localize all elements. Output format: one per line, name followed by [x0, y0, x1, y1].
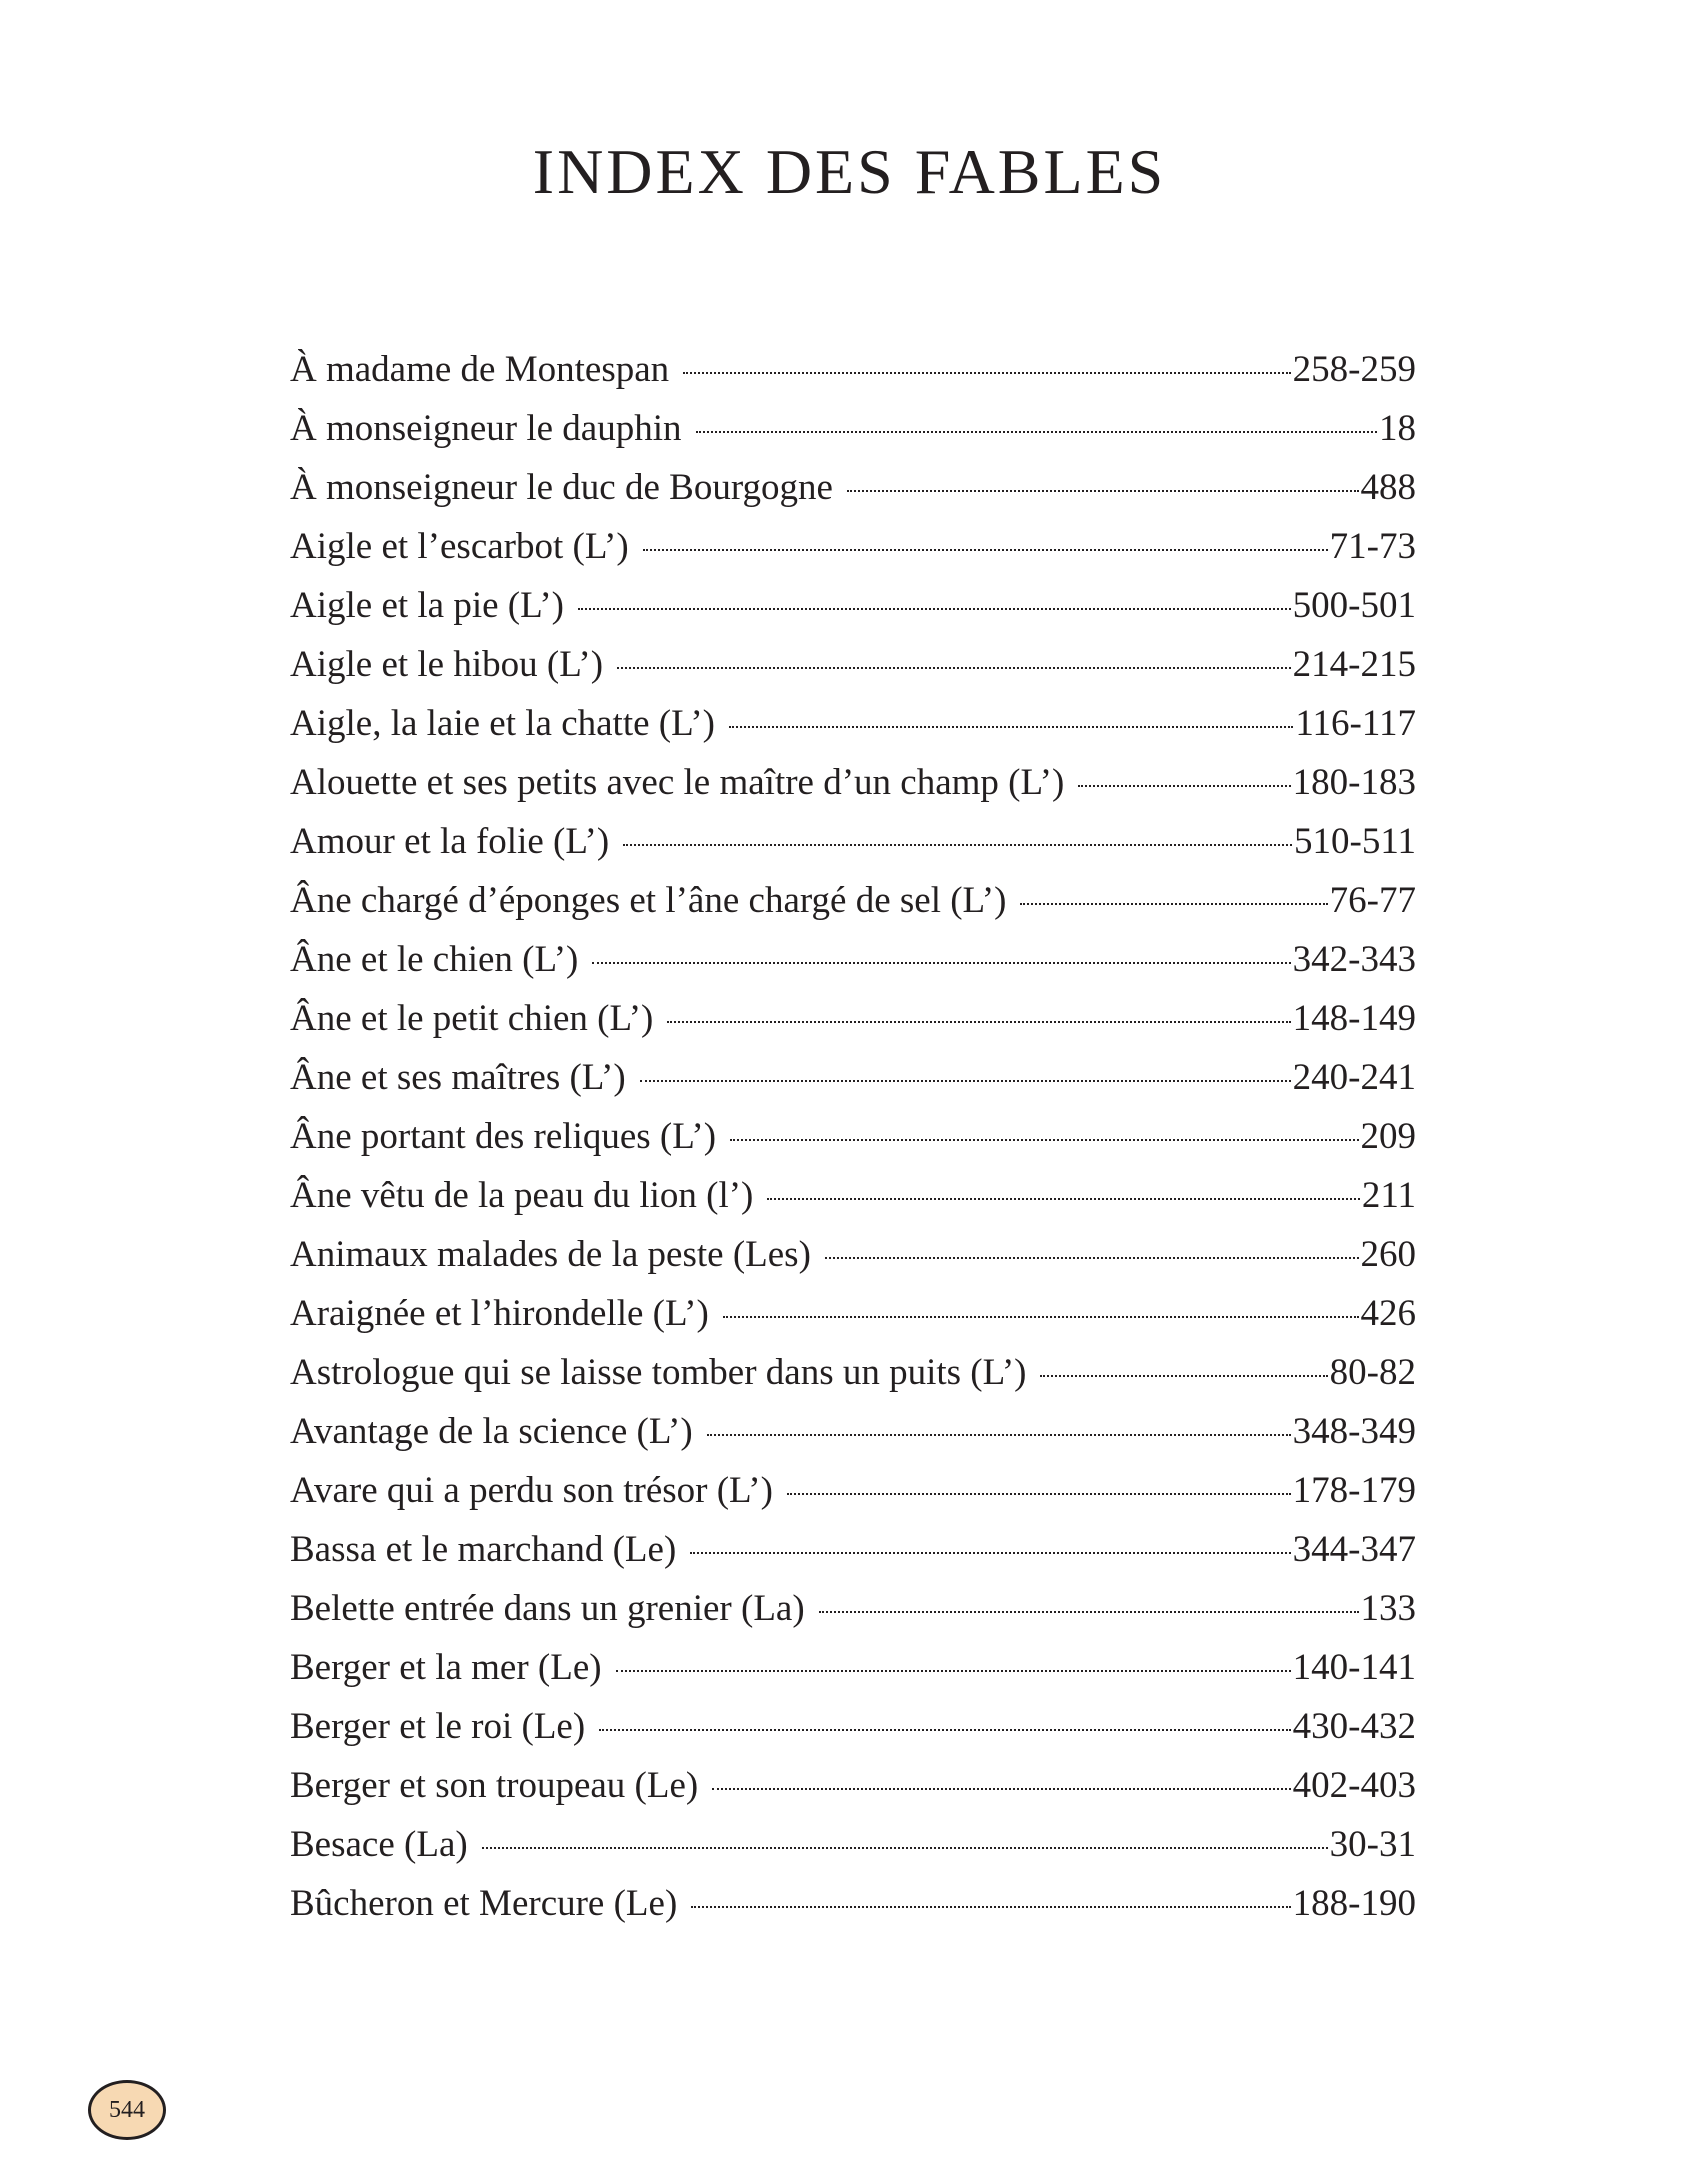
index-entry [290, 576, 1416, 635]
dot-leader [643, 549, 1328, 551]
dot-leader [1078, 785, 1290, 787]
dot-leader [1040, 1375, 1327, 1377]
index-entry [290, 399, 1416, 458]
page-title: INDEX DES FABLES [532, 136, 1167, 207]
dot-leader [578, 608, 1291, 610]
entry-title: Âne chargé d’éponges et l’âne chargé de sel (L’) [290, 880, 1007, 921]
index-entry [290, 1284, 1416, 1343]
index-entry [290, 930, 1416, 989]
dot-leader [691, 1906, 1290, 1908]
dot-leader [730, 1139, 1358, 1141]
index-entry [290, 1461, 1416, 1520]
index-entry [290, 1225, 1416, 1284]
index-entry [290, 340, 1416, 399]
index-entry [290, 1343, 1416, 1402]
entry-title: Berger et son troupeau (Le) [290, 1765, 699, 1806]
entry-title: Âne portant des reliques (L’) [290, 1116, 717, 1157]
entry-title: Avare qui a perdu son trésor (L’) [290, 1470, 773, 1511]
index-entry [290, 1815, 1416, 1874]
index-entry [290, 635, 1416, 694]
entry-pages: 148-149 [1292, 998, 1416, 1039]
entry-title: Besace (La) [290, 1824, 468, 1865]
entry-title: Bassa et le marchand (Le) [290, 1529, 677, 1570]
entry-pages: 209 [1360, 1116, 1416, 1157]
entry-title: Aigle et le hibou (L’) [290, 644, 604, 685]
entry-title: Berger et le roi (Le) [290, 1706, 586, 1747]
dot-leader [592, 962, 1290, 964]
entry-pages: 133 [1360, 1588, 1416, 1629]
dot-leader [667, 1021, 1290, 1023]
dot-leader [767, 1198, 1359, 1200]
index-entry [290, 1874, 1416, 1933]
entry-pages: 211 [1361, 1175, 1416, 1216]
entry-title: Amour et la folie (L’) [290, 821, 610, 862]
index-entry [290, 458, 1416, 517]
index-entry [290, 812, 1416, 871]
entry-pages: 260 [1360, 1234, 1416, 1275]
entry-title: Avantage de la science (L’) [290, 1411, 693, 1452]
entry-pages: 140-141 [1292, 1647, 1416, 1688]
dot-leader [729, 726, 1293, 728]
index-entry [290, 517, 1416, 576]
fable-index-list [290, 340, 1416, 1933]
entry-pages: 342-343 [1292, 939, 1416, 980]
entry-pages: 76-77 [1329, 880, 1416, 921]
dot-leader [482, 1847, 1328, 1849]
entry-pages: 348-349 [1292, 1411, 1416, 1452]
entry-title: Aigle et la pie (L’) [290, 585, 564, 626]
entry-pages: 180-183 [1292, 762, 1416, 803]
index-entry [290, 1048, 1416, 1107]
page-number: 544 [109, 2096, 145, 2123]
dot-leader [825, 1257, 1359, 1259]
index-entry [290, 1520, 1416, 1579]
entry-title: Âne et ses maîtres (L’) [290, 1057, 626, 1098]
dot-leader [617, 667, 1291, 669]
entry-pages: 71-73 [1329, 526, 1416, 567]
entry-pages: 344-347 [1292, 1529, 1416, 1570]
index-entry [290, 989, 1416, 1048]
entry-pages: 402-403 [1292, 1765, 1416, 1806]
entry-pages: 214-215 [1292, 644, 1416, 685]
dot-leader [616, 1670, 1291, 1672]
dot-leader [787, 1493, 1291, 1495]
entry-pages: 116-117 [1295, 703, 1416, 744]
dot-leader [707, 1434, 1291, 1436]
entry-title: À madame de Montespan [290, 349, 670, 390]
entry-pages: 18 [1379, 408, 1416, 449]
index-entry [290, 694, 1416, 753]
entry-pages: 430-432 [1292, 1706, 1416, 1747]
entry-title: Araignée et l’hirondelle (L’) [290, 1293, 709, 1334]
entry-pages: 80-82 [1329, 1352, 1416, 1393]
entry-pages: 30-31 [1329, 1824, 1416, 1865]
entry-pages: 178-179 [1292, 1470, 1416, 1511]
entry-pages: 426 [1360, 1293, 1416, 1334]
entry-title: Animaux malades de la peste (Les) [290, 1234, 811, 1275]
index-entry [290, 1697, 1416, 1756]
entry-pages: 510-511 [1294, 821, 1416, 862]
dot-leader [696, 431, 1378, 433]
index-entry [290, 1166, 1416, 1225]
entry-title: Aigle, la laie et la chatte (L’) [290, 703, 715, 744]
entry-title: Aigle et l’escarbot (L’) [290, 526, 629, 567]
index-entry [290, 1638, 1416, 1697]
entry-title: Astrologue qui se laisse tomber dans un puits (L’) [290, 1352, 1027, 1393]
page-number-badge [88, 2080, 166, 2140]
index-entry [290, 1402, 1416, 1461]
entry-title: Belette entrée dans un grenier (La) [290, 1588, 805, 1629]
entry-title: Berger et la mer (Le) [290, 1647, 602, 1688]
entry-title: À monseigneur le duc de Bourgogne [290, 467, 833, 508]
dot-leader [712, 1788, 1290, 1790]
entry-title: Alouette et ses petits avec le maître d’un champ (L’) [290, 762, 1065, 803]
entry-title: Âne et le petit chien (L’) [290, 998, 654, 1039]
index-entry [290, 753, 1416, 812]
entry-pages: 488 [1360, 467, 1416, 508]
index-entry [290, 871, 1416, 930]
entry-title: Âne vêtu de la peau du lion (l’) [290, 1175, 754, 1216]
dot-leader [1020, 903, 1327, 905]
entry-pages: 500-501 [1292, 585, 1416, 626]
entry-pages: 240-241 [1292, 1057, 1416, 1098]
dot-leader [847, 490, 1359, 492]
dot-leader [640, 1080, 1291, 1082]
dot-leader [623, 844, 1292, 846]
entry-title: Bûcheron et Mercure (Le) [290, 1883, 678, 1924]
entry-title: Âne et le chien (L’) [290, 939, 579, 980]
index-entry [290, 1756, 1416, 1815]
dot-leader [683, 372, 1291, 374]
index-entry [290, 1579, 1416, 1638]
entry-pages: 188-190 [1292, 1883, 1416, 1924]
dot-leader [723, 1316, 1359, 1318]
entry-pages: 258-259 [1292, 349, 1416, 390]
index-entry [290, 1107, 1416, 1166]
dot-leader [690, 1552, 1290, 1554]
entry-title: À monseigneur le dauphin [290, 408, 682, 449]
dot-leader [599, 1729, 1291, 1731]
dot-leader [819, 1611, 1359, 1613]
